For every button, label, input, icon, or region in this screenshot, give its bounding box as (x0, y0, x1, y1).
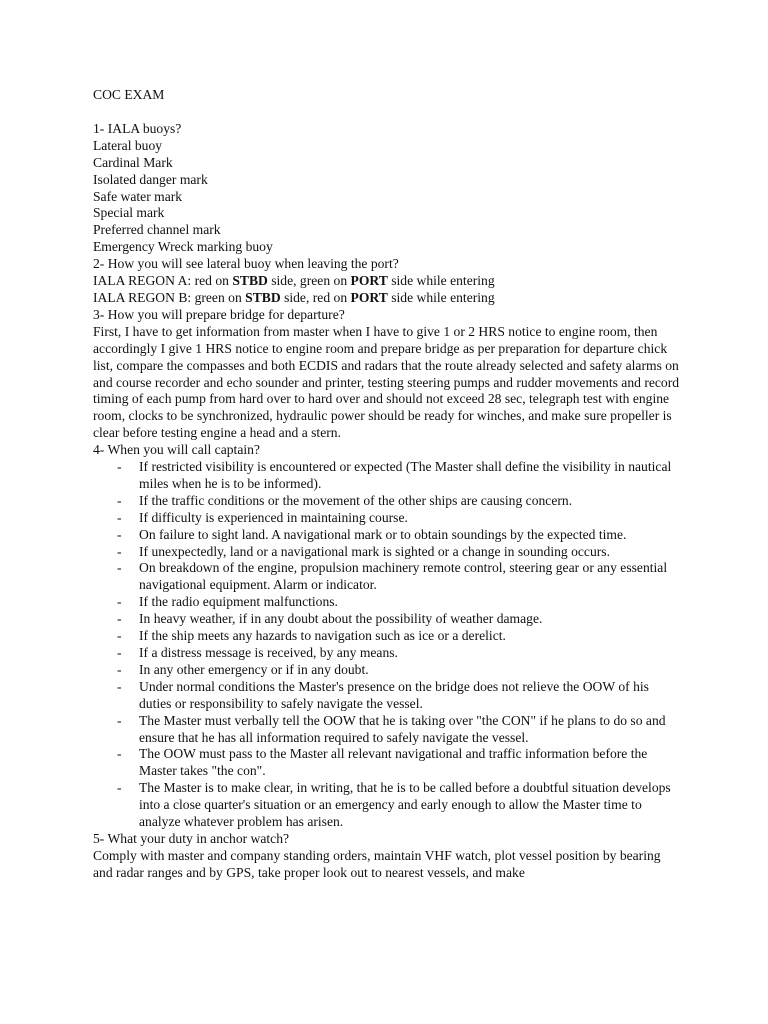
list-item-text: If difficulty is experienced in maintaining course. (139, 509, 408, 525)
buoy-item: Emergency Wreck marking buoy (93, 239, 273, 255)
list-item (93, 679, 683, 713)
list-item-text: The Master must verbally tell the OOW that he is taking over "the CON" if he plans to do so and ensure that he has all information required to safely navigate the vessel. (139, 712, 666, 745)
answer-5: Comply with master and company standing orders, maintain VHF watch, plot vessel position by bearing and radar ranges and by GPS, take proper look out to nearest vessels, and make (93, 847, 661, 880)
document-title: COC EXAM (93, 87, 165, 102)
list-item-text: The Master is to make clear, in writing, that he is to be called before a doubtful situation develops into a close quarter's situation or an emergency and early enough to allow the Master time to analyze whatever problem has arisen. (139, 780, 671, 830)
buoy-item: Safe water mark (93, 188, 183, 204)
list-item (93, 645, 683, 662)
region-a-stbd: STBD (232, 273, 268, 289)
list-item (93, 780, 683, 831)
dash-marker: - (117, 459, 122, 475)
question-5: 5- What your duty in anchor watch? (93, 830, 290, 846)
list-item-text: On breakdown of the engine, propulsion machinery remote control, steering gear or any essential navigational equipment. Alarm or indicator. (139, 560, 668, 593)
buoy-item: Isolated danger mark (93, 171, 208, 187)
dash-marker: - (117, 780, 122, 796)
list-item-text: On failure to sight land. A navigational mark or to obtain soundings by the expected time. (139, 526, 627, 542)
dash-marker: - (117, 509, 122, 525)
iala-region-b (93, 290, 683, 307)
call-captain-list (93, 459, 683, 831)
list-item-text: If a distress message is received, by any means. (139, 645, 398, 660)
list-item (93, 746, 683, 780)
dash-marker: - (117, 712, 122, 728)
dash-marker: - (117, 526, 122, 542)
region-b-stbd: STBD (245, 289, 281, 305)
list-item-text: In heavy weather, if in any doubt about the possibility of weather damage. (139, 611, 543, 627)
region-b-suffix: side while entering (387, 289, 495, 305)
list-item (93, 544, 683, 561)
dash-marker: - (117, 628, 122, 644)
dash-marker: - (117, 645, 122, 660)
list-item (93, 459, 683, 493)
dash-marker: - (117, 746, 122, 762)
dash-marker: - (117, 594, 122, 610)
buoy-item: Lateral buoy (93, 137, 163, 153)
region-b-mid: side, red on (280, 289, 351, 305)
iala-region-a (93, 273, 683, 290)
dash-marker: - (117, 543, 122, 559)
question-4: 4- When you will call captain? (93, 442, 260, 458)
question-2: 2- How you will see lateral buoy when leaving the port? (93, 256, 399, 272)
list-item-text: The OOW must pass to the Master all relevant navigational and traffic information before the Master takes "the con". (139, 746, 648, 779)
region-a-prefix: IALA REGON A: red on (93, 273, 233, 289)
region-b-port: PORT (350, 289, 388, 305)
region-a-suffix: side while entering (387, 273, 495, 289)
buoy-item: Preferred channel mark (93, 222, 221, 238)
list-item (93, 713, 683, 747)
question-1: 1- IALA buoys? (93, 120, 182, 136)
list-item (93, 594, 683, 611)
list-item-text: In any other emergency or if in any doubt. (139, 661, 369, 677)
dash-marker: - (117, 611, 122, 627)
list-item-text: If the traffic conditions or the movement of the other ships are causing concern. (139, 492, 573, 508)
list-item-text: If unexpectedly, land or a navigational mark is sighted or a change in sounding occurs. (139, 543, 610, 559)
buoy-item: Special mark (93, 205, 165, 221)
list-item-text: If restricted visibility is encountered or expected (The Master shall define the visibility in nautical miles when he is to be informed). (139, 459, 672, 491)
dash-marker: - (117, 678, 122, 694)
answer-3: First, I have to get information from master when I have to give 1 or 2 HRS notice to engine room, then accordingly I give 1 HRS notice to engine room and prepare bridge as per preparation for departure chick list, compare the compasses and both ECDIS and radars that the route already selected and safety alarms on and course recorder and echo sounder and printer, testing steering pumps and rudder movements and record timing of each pump from hard over to hard over and should not exceed 28 sec, telegraph test with engine room, clocks to be synchronized, hydraulic power should be ready for winches, and make sure propeller is clear before testing engine a head and a stern. (93, 323, 680, 441)
region-a-mid: side, green on (267, 273, 351, 289)
list-item-text: If the radio equipment malfunctions. (139, 594, 338, 610)
list-item-text: Under normal conditions the Master's presence on the bridge does not relieve the OOW of his duties or responsibility to safely navigate the vessel. (139, 678, 649, 711)
list-item (93, 628, 683, 645)
list-item-text: If the ship meets any hazards to navigation such as ice or a derelict. (139, 628, 506, 644)
list-item (93, 662, 683, 679)
buoy-item: Cardinal Mark (93, 154, 173, 170)
list-item (93, 510, 683, 527)
list-item (93, 611, 683, 628)
region-a-port: PORT (350, 273, 388, 289)
list-item (93, 527, 683, 544)
dash-marker: - (117, 560, 122, 576)
dash-marker: - (117, 661, 122, 677)
region-b-prefix: IALA REGON B: green on (93, 289, 246, 305)
document-body (93, 87, 683, 882)
question-3: 3- How you will prepare bridge for departure? (93, 306, 345, 322)
dash-marker: - (117, 492, 122, 508)
list-item (93, 493, 683, 510)
list-item (93, 560, 683, 594)
